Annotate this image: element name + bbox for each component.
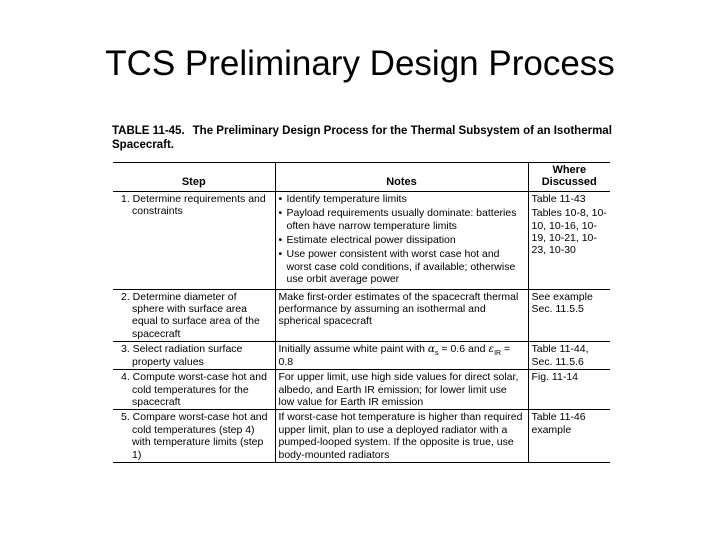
table-header-row bbox=[113, 163, 610, 192]
where-text: Table 11-46 bbox=[531, 411, 586, 424]
note-text: Use power consistent with worst case hot and worst case cold conditions, if available; otherwise use orbit average power bbox=[286, 248, 516, 286]
where-text: Table 11-44, bbox=[531, 343, 589, 356]
bullet-icon: • bbox=[278, 234, 283, 247]
epsilon-symbol: ε bbox=[488, 343, 495, 356]
notes-cell bbox=[275, 342, 528, 370]
column-header-step: Step bbox=[113, 163, 275, 192]
note-text-mid: = 0.6 and bbox=[441, 343, 486, 356]
note-text: Payload requirements usually dominate: batteries often have narrow temperature limits bbox=[286, 207, 517, 232]
step-cell bbox=[113, 410, 275, 463]
note-text: For upper limit, use high side values for direct solar, albedo, and Earth IR emission; for lower limit use low value for Earth IR emission bbox=[278, 371, 519, 408]
where-cell bbox=[528, 289, 610, 342]
step-text: 1. Determine requirements and constraints bbox=[121, 192, 266, 218]
note-text-end: = 0.8 bbox=[278, 343, 511, 368]
where-cell bbox=[528, 191, 610, 289]
where-cell bbox=[528, 342, 610, 370]
where-text: Table 11-43 bbox=[531, 192, 586, 205]
note-text: If worst-case hot temperature is higher than required upper limit, plan to use a deployed radiator with a pumped-looped system. If the opposite is true, use body-mounted radiators bbox=[278, 411, 523, 461]
where-cell bbox=[528, 410, 610, 463]
column-header-notes: Notes bbox=[275, 163, 528, 192]
note-item bbox=[279, 234, 525, 246]
alpha-symbol: α bbox=[427, 343, 435, 356]
table-caption-label: TABLE 11-45. bbox=[112, 125, 185, 137]
note-text-pre: Initially assume white paint with bbox=[278, 343, 425, 356]
alpha-subscript: s bbox=[435, 350, 439, 358]
where-header-line1: Where bbox=[552, 164, 587, 176]
step-text: 4. Compute worst-case hot and cold temperatures for the spacecraft bbox=[121, 371, 267, 408]
table-row bbox=[113, 370, 610, 410]
design-process-table bbox=[113, 162, 610, 463]
step-cell bbox=[113, 289, 275, 342]
bullet-icon: • bbox=[278, 248, 283, 261]
note-text bbox=[279, 343, 525, 368]
notes-cell bbox=[275, 191, 528, 289]
bullet-icon: • bbox=[278, 192, 283, 205]
where-text: example bbox=[531, 423, 572, 436]
table-caption bbox=[112, 124, 622, 152]
where-header-line2: Discussed bbox=[541, 176, 597, 189]
table-caption-text: The Preliminary Design Process for the Thermal Subsystem of an Isothermal Spacecraft. bbox=[112, 125, 612, 151]
step-cell bbox=[113, 191, 275, 289]
where-text: See example Sec. 11.5.5 bbox=[531, 290, 593, 316]
table-row bbox=[113, 410, 610, 463]
epsilon-subscript: IR bbox=[494, 350, 502, 358]
step-cell bbox=[113, 342, 275, 370]
column-header-where-discussed bbox=[528, 163, 610, 192]
note-item bbox=[279, 193, 525, 205]
notes-cell bbox=[275, 289, 528, 342]
note-text: Identify temperature limits bbox=[286, 192, 407, 205]
step-text: 3. Select radiation surface property values bbox=[121, 343, 243, 368]
where-text: Tables 10-8, 10-10, 10-16, 10-19, 10-21, 10-23, 10-30 bbox=[531, 207, 607, 257]
slide-title: TCS Preliminary Design Process bbox=[105, 44, 615, 83]
note-item bbox=[279, 248, 525, 285]
note-text: Make first-order estimates of the spacecraft thermal performance by assuming an isothermal and spherical spacecraft bbox=[278, 290, 519, 328]
step-cell bbox=[113, 370, 275, 410]
where-text: Sec. 11.5.6 bbox=[531, 355, 584, 368]
where-cell bbox=[528, 370, 610, 410]
bullet-icon: • bbox=[278, 207, 283, 220]
note-item bbox=[279, 207, 525, 232]
notes-cell bbox=[275, 410, 528, 463]
note-text: Estimate electrical power dissipation bbox=[286, 234, 456, 247]
table-row bbox=[113, 342, 610, 370]
table-row bbox=[113, 289, 610, 342]
notes-cell bbox=[275, 370, 528, 410]
step-text: 5. Compare worst-case hot and cold temperatures (step 4) with temperature limits (step 1) bbox=[121, 411, 268, 461]
table-row bbox=[113, 191, 610, 289]
step-text: 2. Determine diameter of sphere with surface area equal to surface area of the spacecraft bbox=[121, 290, 260, 340]
where-text: Fig. 11-14 bbox=[531, 371, 578, 384]
